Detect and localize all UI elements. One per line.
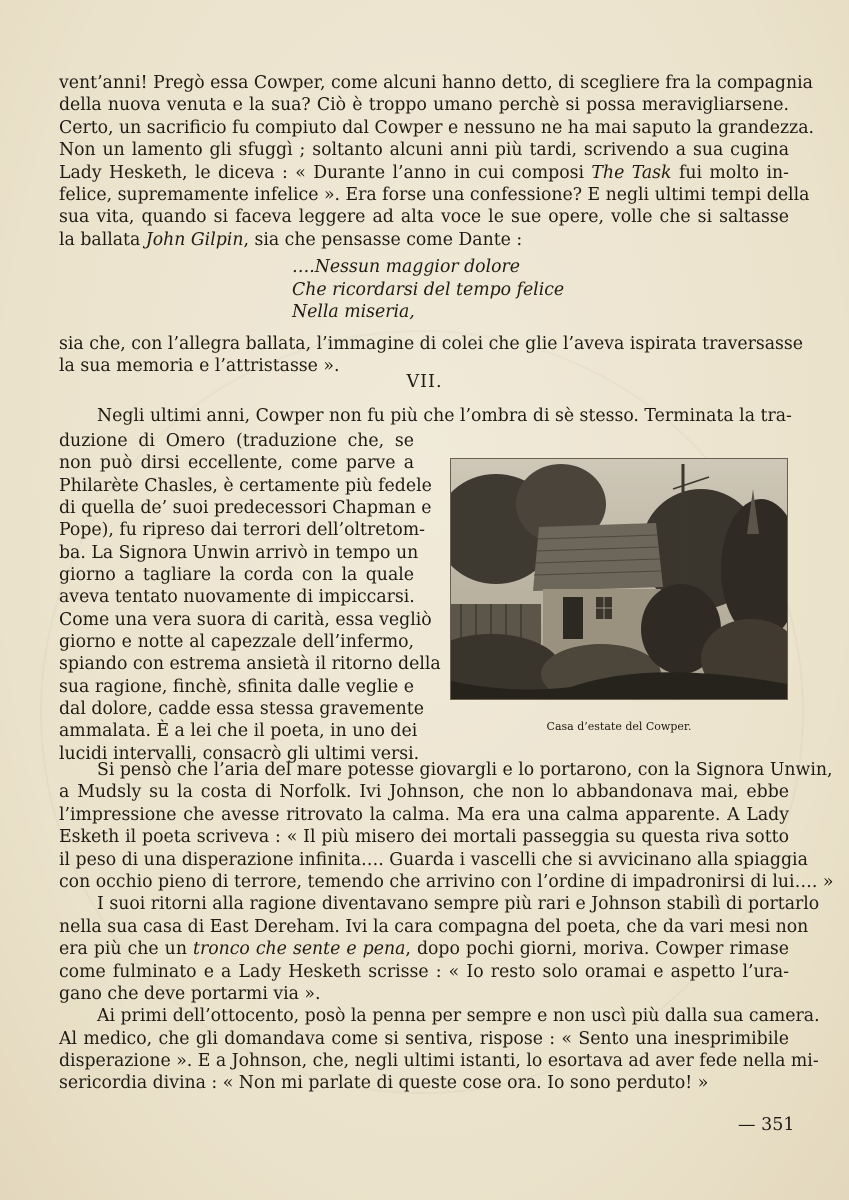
text-line: non può dirsi eccellente, come parve a <box>59 453 414 474</box>
text-line: sua vita, quando si faceva leggere ad alta voce le sue opere, volle che si saltasse <box>59 207 789 228</box>
paragraph-top <box>59 72 814 251</box>
text-line: giorno a tagliare la corda con la quale <box>59 565 414 586</box>
text-line: con occhio pieno di terrore, temendo che arrivino con l’ordine di impadronirsi di lui…. » <box>59 871 834 892</box>
paragraph-bottom <box>59 759 834 1095</box>
text-line: Come una vera suora di carità, essa vegliò <box>59 609 432 630</box>
italic-title: The Task <box>591 162 672 183</box>
text-line: disperazione ». E a Johnson, che, negli ultimi istanti, lo esortava ad aver fede nella mi- <box>59 1051 819 1072</box>
italic-title: John Gilpin <box>145 229 244 250</box>
text-line: sia che, con l’allegra ballata, l’immagine di colei che glie l’aveva ispirata traversasse <box>59 334 804 354</box>
cottage-photo <box>451 459 787 699</box>
text-line: Lady Hesketh, le diceva : « Durante l’anno in cui composi The Task fui molto in- <box>59 162 789 183</box>
page-number: — 351 <box>738 1115 795 1135</box>
text-line: a Mudsly su la costa di Norfolk. Ivi Johnson, che non lo abbandonava mai, ebbe <box>59 782 789 803</box>
text-line: giorno e notte al capezzale dell’infermo, <box>59 632 414 653</box>
text-line: Esketh il poeta scriveva : « Il più misero dei mortali passeggia su questa riva sotto <box>59 827 789 848</box>
text-line: Negli ultimi anni, Cowper non fu più che l’ombra di sè stesso. Terminata la tra- <box>97 406 792 426</box>
text-line: era più che un tronco che sente e pena, dopo pochi giorni, moriva. Cowper rimase <box>59 939 789 960</box>
text-line: Ai primi dell’ottocento, posò la penna per sempre e non uscì più dalla sua camera. <box>97 1006 820 1027</box>
italic-title: tronco che sente e pena <box>193 939 406 960</box>
text-line: Si pensò che l’aria del mare potesse giovargli e lo portarono, con la Signora Unwin, <box>97 760 833 780</box>
text-line: l’impressione che avesse ritrovato la calma. Ma era una calma apparente. A Lady <box>59 804 789 825</box>
quote-line: Nella miseria, <box>292 302 415 322</box>
text-line: gano che deve portarmi via ». <box>59 983 321 1004</box>
text-line: la sua memoria e l’attristasse ». <box>59 356 340 377</box>
text-line: Al medico, che gli domandava come si sentiva, rispose : « Sento una inesprimibile <box>59 1028 789 1049</box>
text-line: dal dolore, cadde essa stessa gravemente <box>59 699 424 720</box>
text-line: ammalata. È a lei che il poeta, in uno dei <box>59 721 418 742</box>
quote-line: ….Nessun maggior dolore <box>292 257 520 277</box>
text-line: come fulminato e a Lady Hesketh scrisse : « Io resto solo oramai e aspetto l’ura- <box>59 961 789 982</box>
text-line: la ballata John Gilpin, sia che pensasse come Dante : <box>59 229 523 250</box>
left-column-text <box>59 430 441 765</box>
text-line: sericordia divina : « Non mi parlate di queste cose ora. Io sono perduto! » <box>59 1073 709 1094</box>
text-line: Certo, un sacrificio fu compiuto dal Cowper e nessuno ne ha mai saputo la grandezza. <box>59 117 814 138</box>
text-line: lucidi intervalli, consacrò gli ultimi versi. <box>59 743 420 764</box>
text-line: vent’anni! Pregò essa Cowper, come alcuni hanno detto, di scegliere fra la compagnia <box>59 73 813 93</box>
section-first-line <box>59 405 792 427</box>
dante-quote <box>292 256 564 324</box>
text-line: della nuova venuta e la sua? Ciò è troppo umano perchè si possa meravigliarsene. <box>59 95 789 116</box>
text-line: ba. La Signora Unwin arrivò in tempo un <box>59 542 419 563</box>
text-line: aveva tentato nuovamente di impiccarsi. <box>59 587 415 608</box>
text-line: Philarète Chasles, è certamente più fedele <box>59 475 432 496</box>
text-line: Pope), fu ripreso dai terrori dell’oltretom- <box>59 520 426 541</box>
text-line: I suoi ritorni alla ragione diventavano sempre più rari e Johnson stabilì di portarlo <box>97 894 820 915</box>
text-line: il peso di una disperazione infinita…. Guarda i vascelli che si avvicinano alla spiaggia <box>59 849 808 870</box>
text-line: di quella de’ suoi predecessori Chapman e <box>59 498 432 519</box>
text-line: sua ragione, finchè, sfinita dalle veglie e <box>59 676 414 697</box>
text-line: nella sua casa di East Dereham. Ivi la cara compagna del poeta, che da vari mesi non <box>59 916 809 937</box>
text-line: spiando con estrema ansietà il ritorno della <box>59 654 441 675</box>
section-heading: VII. <box>406 372 443 392</box>
text-line: Non un lamento gli sfuggì ; soltanto alcuni anni più tardi, scrivendo a sua cugina <box>59 140 789 161</box>
text-line: duzione di Omero (traduzione che, se <box>59 431 414 451</box>
figure-caption: Casa d’estate del Cowper. <box>546 720 692 733</box>
text-line: felice, supremamente infelice ». Era forse una confessione? E negli ultimi tempi della <box>59 184 810 205</box>
quote-line: Che ricordarsi del tempo felice <box>292 279 565 300</box>
